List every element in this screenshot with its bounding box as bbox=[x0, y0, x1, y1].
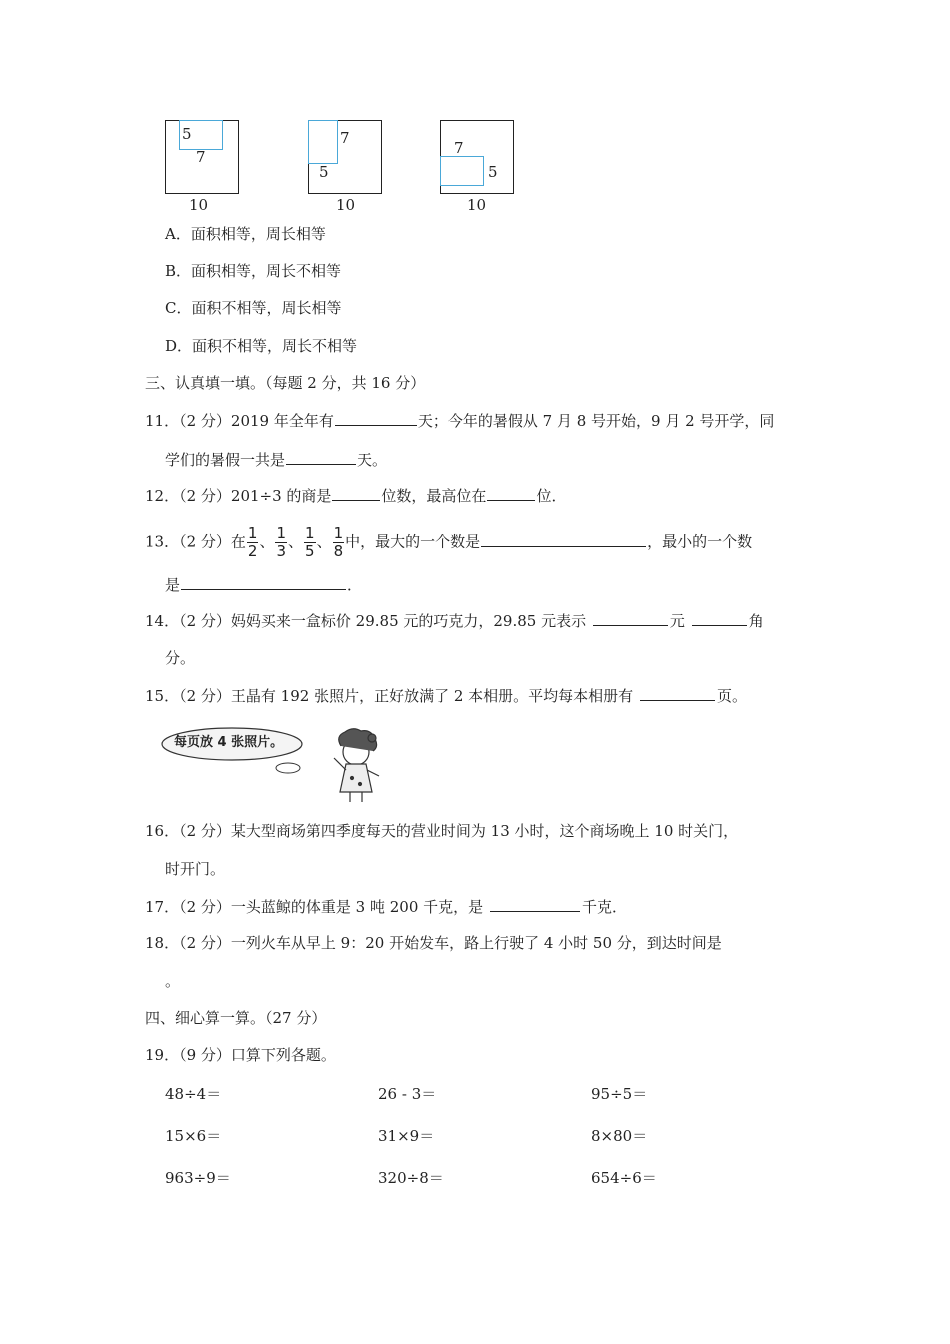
q-text: 角 bbox=[748, 612, 764, 630]
q-text: 201÷3 的商是 bbox=[230, 487, 332, 505]
label-height: 5 bbox=[488, 163, 498, 181]
option-a: A．面积相等，周长相等 bbox=[165, 225, 326, 243]
option-d: D．面积不相等，周长不相等 bbox=[165, 337, 358, 355]
answer-blank[interactable] bbox=[181, 574, 346, 590]
calc-item: 320÷8＝ bbox=[378, 1169, 444, 1187]
fraction: $\frac{1}{8}$ bbox=[333, 524, 344, 560]
calc-item: 31×9＝ bbox=[378, 1127, 435, 1145]
q-text: 学们的暑假一共是 bbox=[165, 451, 286, 469]
question-19 bbox=[145, 1045, 336, 1065]
q-text: 口算下列各题。 bbox=[230, 1046, 336, 1064]
question-16 bbox=[145, 821, 738, 841]
q-number: 14． bbox=[145, 612, 180, 630]
answer-blank[interactable] bbox=[332, 485, 380, 501]
q-text: 妈妈买来一盒标价 29.85 元的巧克力，29.85 元表示 bbox=[230, 612, 587, 630]
calc-item: 95÷5＝ bbox=[591, 1085, 648, 1103]
fraction: $\frac{1}{3}$ bbox=[276, 524, 287, 560]
answer-blank[interactable] bbox=[640, 685, 715, 701]
inner-rect bbox=[440, 156, 484, 186]
calc-item: 8×80＝ bbox=[591, 1127, 648, 1145]
fraction: $\frac{1}{2}$ bbox=[247, 524, 258, 560]
q-number: 12． bbox=[145, 487, 180, 505]
label-width: 5 bbox=[319, 163, 329, 181]
q-text: 页。 bbox=[716, 687, 747, 705]
q-score: （2 分） bbox=[179, 898, 231, 916]
speech-illustration bbox=[160, 724, 410, 806]
calc-item: 963÷9＝ bbox=[165, 1169, 231, 1187]
q-text: 。 bbox=[165, 972, 181, 990]
q-text: 位． bbox=[536, 487, 567, 505]
question-14 bbox=[145, 610, 764, 631]
fraction: $\frac{1}{5}$ bbox=[305, 524, 315, 560]
question-16-cont bbox=[165, 859, 225, 879]
label-base: 10 bbox=[336, 196, 356, 214]
q-text: 在 bbox=[230, 532, 246, 551]
q-text: 时开门。 bbox=[165, 860, 226, 878]
separator: 、 bbox=[259, 532, 275, 551]
label-height: 7 bbox=[340, 129, 350, 147]
q-score: （2 分） bbox=[179, 612, 231, 630]
q-text: ，最小的一个数 bbox=[647, 532, 753, 551]
separator: 、 bbox=[288, 532, 304, 551]
question-18 bbox=[145, 933, 722, 953]
q-text: 2019 年全年有 bbox=[230, 412, 334, 430]
calc-item: 15×6＝ bbox=[165, 1127, 222, 1145]
q-text: 分。 bbox=[165, 649, 196, 667]
question-13 bbox=[145, 525, 752, 560]
question-14-cont bbox=[165, 648, 195, 668]
label-base: 10 bbox=[467, 196, 487, 214]
q-text: 千克． bbox=[581, 898, 627, 916]
inner-rect bbox=[308, 120, 338, 164]
section-4-heading: 四、细心算一算。（27 分） bbox=[145, 1009, 327, 1027]
q-number: 17． bbox=[145, 898, 180, 916]
figure-2 bbox=[308, 118, 386, 214]
question-17 bbox=[145, 896, 627, 917]
q-score: （2 分） bbox=[179, 412, 231, 430]
answer-blank[interactable] bbox=[692, 610, 747, 626]
label-width: 5 bbox=[182, 125, 192, 143]
q-text: 天。 bbox=[357, 451, 388, 469]
q-number: 15． bbox=[145, 687, 180, 705]
q-text: 天；今年的暑假从 7 月 8 号开始，9 月 2 号开学，同 bbox=[417, 412, 775, 430]
q-score: （2 分） bbox=[179, 487, 231, 505]
q-text: 是 bbox=[165, 576, 181, 594]
question-11-cont bbox=[165, 449, 387, 470]
section-3-heading: 三、认真填一填。（每题 2 分，共 16 分） bbox=[145, 374, 426, 392]
label-height: 7 bbox=[196, 148, 206, 166]
question-12 bbox=[145, 485, 566, 506]
question-18-cont bbox=[165, 971, 180, 991]
calc-item: 48÷4＝ bbox=[165, 1085, 222, 1103]
figure-1 bbox=[165, 118, 240, 214]
q-number: 19． bbox=[145, 1046, 180, 1064]
answer-blank[interactable] bbox=[286, 449, 356, 465]
q-score: （2 分） bbox=[179, 532, 231, 551]
calc-item: 654÷6＝ bbox=[591, 1169, 657, 1187]
q-text: 一头蓝鲸的体重是 3 吨 200 千克，是 bbox=[230, 898, 484, 916]
answer-blank[interactable] bbox=[487, 485, 535, 501]
question-11 bbox=[145, 410, 774, 431]
q-number: 13． bbox=[145, 532, 180, 551]
q-text: ． bbox=[347, 576, 363, 594]
q-number: 11． bbox=[145, 412, 180, 430]
label-base: 10 bbox=[189, 196, 209, 214]
question-13-cont bbox=[165, 574, 362, 595]
q-score: （2 分） bbox=[179, 687, 231, 705]
q-text: 中，最大的一个数是 bbox=[345, 532, 481, 551]
separator: 、 bbox=[316, 532, 332, 551]
option-c: C．面积不相等，周长相等 bbox=[165, 299, 342, 317]
answer-blank[interactable] bbox=[481, 531, 646, 547]
answer-blank[interactable] bbox=[593, 610, 668, 626]
q-text: 一列火车从早上 9：20 开始发车，路上行驶了 4 小时 50 分，到达时间是 bbox=[230, 934, 722, 952]
option-b: B．面积相等，周长不相等 bbox=[165, 262, 342, 280]
q-number: 18． bbox=[145, 934, 180, 952]
q-text: 元 bbox=[669, 612, 685, 630]
q-text: 王晶有 192 张照片，正好放满了 2 本相册。平均每本相册有 bbox=[230, 687, 634, 705]
answer-blank[interactable] bbox=[490, 896, 580, 912]
q-text: 位数，最高位在 bbox=[381, 487, 487, 505]
bubble-text: 每页放 4 张照片。 bbox=[174, 735, 284, 750]
q-score: （2 分） bbox=[179, 822, 231, 840]
figure-3 bbox=[440, 118, 518, 214]
q-text: 某大型商场第四季度每天的营业时间为 13 小时，这个商场晚上 10 时关门， bbox=[230, 822, 739, 840]
label-width: 7 bbox=[454, 139, 464, 157]
answer-blank[interactable] bbox=[335, 410, 417, 426]
q-number: 16． bbox=[145, 822, 180, 840]
q-score: （2 分） bbox=[179, 934, 231, 952]
calc-item: 26 - 3＝ bbox=[378, 1085, 437, 1103]
q-score: （9 分） bbox=[179, 1046, 231, 1064]
question-15 bbox=[145, 685, 747, 706]
